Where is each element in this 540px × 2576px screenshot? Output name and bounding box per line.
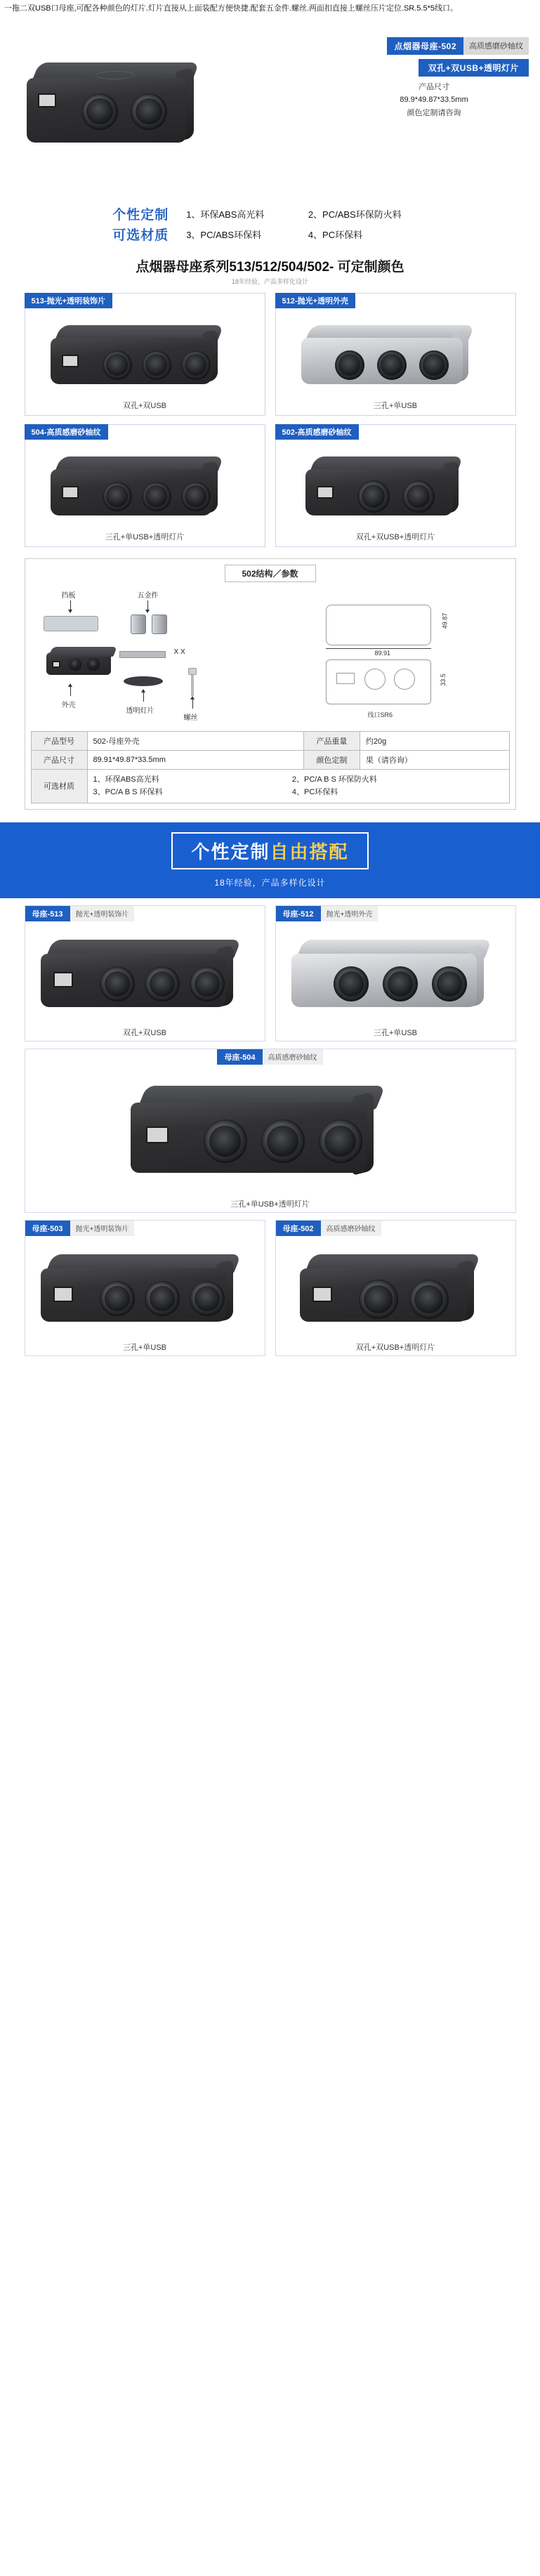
series-card-502-caption: 双孔+双USB+透明灯片: [355, 532, 435, 541]
param-color-value: 果（请咨询）: [360, 750, 509, 769]
series-card-512-image: [280, 308, 511, 398]
hero-size-value: 89.9*49.87*33.5mm: [400, 96, 468, 105]
label-hardware: 五金件: [137, 591, 159, 600]
showcase-section: [0, 898, 540, 1370]
series-card-504-caption: 三孔+单USB+透明灯片: [105, 532, 185, 541]
hero-finish-tag: 高质感磨砂轴纹: [463, 37, 529, 55]
material-opt-1: 1、环保ABS高光料: [93, 775, 159, 784]
screw-shaft-part: [191, 675, 194, 696]
series-grid: [25, 293, 516, 547]
usb-slot-icon: [38, 93, 56, 107]
showcase-504-sub: 高质感磨砂轴纹: [263, 1049, 323, 1065]
arrow-hardware-icon: [147, 600, 148, 610]
series-card-513[interactable]: [25, 293, 265, 416]
custom-material-section: [0, 196, 540, 245]
dim-height: 49.87: [440, 612, 448, 629]
label-shell: 外壳: [61, 701, 76, 709]
series-card-504-image: [29, 440, 261, 530]
screw-head-part: [188, 668, 197, 675]
banner-title-box: [171, 832, 368, 869]
showcase-513-caption: 双孔+双USB: [122, 1028, 167, 1037]
showcase-512-image: [276, 921, 515, 1027]
table-row: [31, 750, 509, 769]
series-card-502[interactable]: [275, 424, 516, 547]
material-item-3: 3、PC/ABS环保料: [186, 229, 262, 240]
param-material-value: [87, 769, 509, 803]
socket-icon: [81, 93, 118, 130]
socket-icon: [131, 93, 167, 130]
material-opt-4: 4、PC环保料: [291, 788, 338, 797]
top-description: 一拖二双USB口母座,可配各种颜色的灯片.灯片直接从上面装配方便快捷.配套五金件.螺丝.两面扣直接上螺丝压片定位.SR.5.5*5线口。: [4, 4, 458, 13]
material-opt-2: 2、PC/A B S 环保防火料: [291, 775, 377, 784]
showcase-card-504[interactable]: [25, 1049, 516, 1213]
showcase-503-image: [25, 1236, 265, 1341]
material-item-1: 1、环保ABS高光料: [186, 209, 265, 220]
series-card-502-tag: 502-高质感磨砂轴纹: [275, 424, 359, 440]
dim-line-width: [326, 648, 431, 649]
label-lens: 透明灯片: [126, 707, 154, 715]
param-material-key: 可选材质: [31, 769, 87, 803]
showcase-502-caption: 双孔+双USB+透明灯片: [355, 1343, 435, 1352]
custom-banner: [0, 822, 540, 898]
metal-cylinder-part: [152, 615, 167, 634]
dim-width: 89.91: [374, 649, 391, 657]
showcase-512-sub: 抛光+透明外壳: [321, 906, 378, 921]
series-card-513-image: [29, 308, 261, 398]
dim-depth: 33.5: [439, 673, 447, 686]
param-color-key: 颜色定制: [303, 750, 360, 769]
arrow-screw-icon: [192, 699, 193, 709]
param-size-key: 产品尺寸: [31, 750, 87, 769]
arrow-lens-icon: [143, 692, 144, 702]
showcase-503-tag: 母座-503: [25, 1221, 70, 1236]
product-front-face: [27, 78, 187, 143]
hero-model-tag: 点烟器母座-502: [387, 37, 463, 55]
custom-title-line2: 可选材质: [112, 228, 169, 243]
parameters-table: [31, 731, 510, 803]
tech-drawing-side: [326, 605, 431, 645]
param-size-value: 89.91*49.87*33.5mm: [87, 750, 303, 769]
series-title: 点烟器母座系列513/512/504/502- 可定制颜色: [136, 259, 404, 275]
series-card-513-tag: 513-抛光+透明装饰片: [25, 293, 112, 308]
structure-section: [25, 558, 516, 810]
showcase-503-sub: 抛光+透明装饰片: [70, 1221, 135, 1236]
hero-config-tag: 双孔+双USB+透明灯片: [419, 59, 529, 77]
metal-cylinder-part: [131, 615, 146, 634]
banner-subtitle: 18年经验，产品多样化设计: [214, 877, 326, 888]
showcase-512-caption: 三孔+单USB: [373, 1028, 418, 1037]
showcase-512-tag: 母座-512: [276, 906, 321, 921]
series-card-513-caption: 双孔+双USB: [122, 401, 167, 410]
showcase-504-caption: 三孔+单USB+透明灯片: [230, 1200, 310, 1209]
banner-title-yellow: 自由搭配: [270, 841, 349, 862]
hero-color-note: 颜色定制请咨询: [407, 108, 461, 117]
table-row: [31, 731, 509, 750]
showcase-502-image: [276, 1236, 515, 1341]
shell-part: [46, 647, 114, 676]
param-model-key: 产品型号: [31, 731, 87, 750]
arrow-baffle-icon: [70, 600, 71, 610]
label-xx: X X: [173, 648, 185, 656]
showcase-card-503[interactable]: [25, 1220, 265, 1356]
showcase-503-caption: 三孔+单USB: [122, 1343, 167, 1352]
arrow-shell-icon: [70, 686, 71, 696]
hero-product-image: [27, 63, 202, 154]
label-screw: 螺丝: [183, 714, 198, 722]
material-item-4: 4、PC环保料: [308, 229, 363, 240]
showcase-513-image: [25, 921, 265, 1027]
series-card-512-caption: 三孔+单USB: [373, 401, 418, 410]
lens-part: [124, 676, 163, 686]
structure-title: 502结构／参数: [225, 565, 316, 582]
hero-labels: [339, 37, 529, 120]
showcase-502-tag: 母座-502: [276, 1221, 321, 1236]
tech-drawing-front: [326, 659, 431, 704]
showcase-502-sub: 高质感磨砂轴纹: [321, 1221, 381, 1236]
contact-strip-part: [119, 651, 166, 658]
structure-diagram: [31, 586, 510, 727]
custom-title-line1: 个性定制: [112, 207, 169, 223]
showcase-card-513[interactable]: [25, 905, 265, 1041]
series-card-504-tag: 504-高质感磨砂轴纹: [25, 424, 108, 440]
banner-title-white: 个性定制: [191, 841, 270, 862]
showcase-card-502[interactable]: [275, 1220, 516, 1356]
series-section: [0, 256, 540, 547]
showcase-grid: [25, 905, 516, 1356]
hero-section: [0, 19, 540, 196]
series-subtitle: 18年经验，产品多样化设计: [231, 277, 308, 285]
param-weight-value: 约20g: [360, 731, 509, 750]
material-item-2: 2、PC/ABS环保防火料: [308, 209, 402, 220]
material-opt-3: 3、PC/A B S 环保料: [93, 788, 163, 797]
showcase-513-tag: 母座-513: [25, 906, 70, 921]
showcase-504-tag: 母座-504: [217, 1049, 262, 1065]
showcase-card-512[interactable]: [275, 905, 516, 1041]
series-card-512[interactable]: [275, 293, 516, 416]
hero-size-label: 产品尺寸: [419, 82, 449, 91]
label-baffle: 挡板: [61, 591, 76, 600]
label-thread: 线口SR6: [367, 711, 393, 718]
series-card-512-tag: 512-抛光+透明外壳: [275, 293, 355, 308]
table-row: [31, 769, 509, 803]
showcase-513-sub: 抛光+透明装饰片: [70, 906, 135, 921]
baffle-part: [44, 616, 98, 631]
series-card-502-image: [280, 440, 511, 530]
param-weight-key: 产品重量: [303, 731, 360, 750]
series-card-504[interactable]: [25, 424, 265, 547]
param-model-value: 502-母座外壳: [87, 731, 303, 750]
showcase-504-image: [25, 1065, 515, 1198]
